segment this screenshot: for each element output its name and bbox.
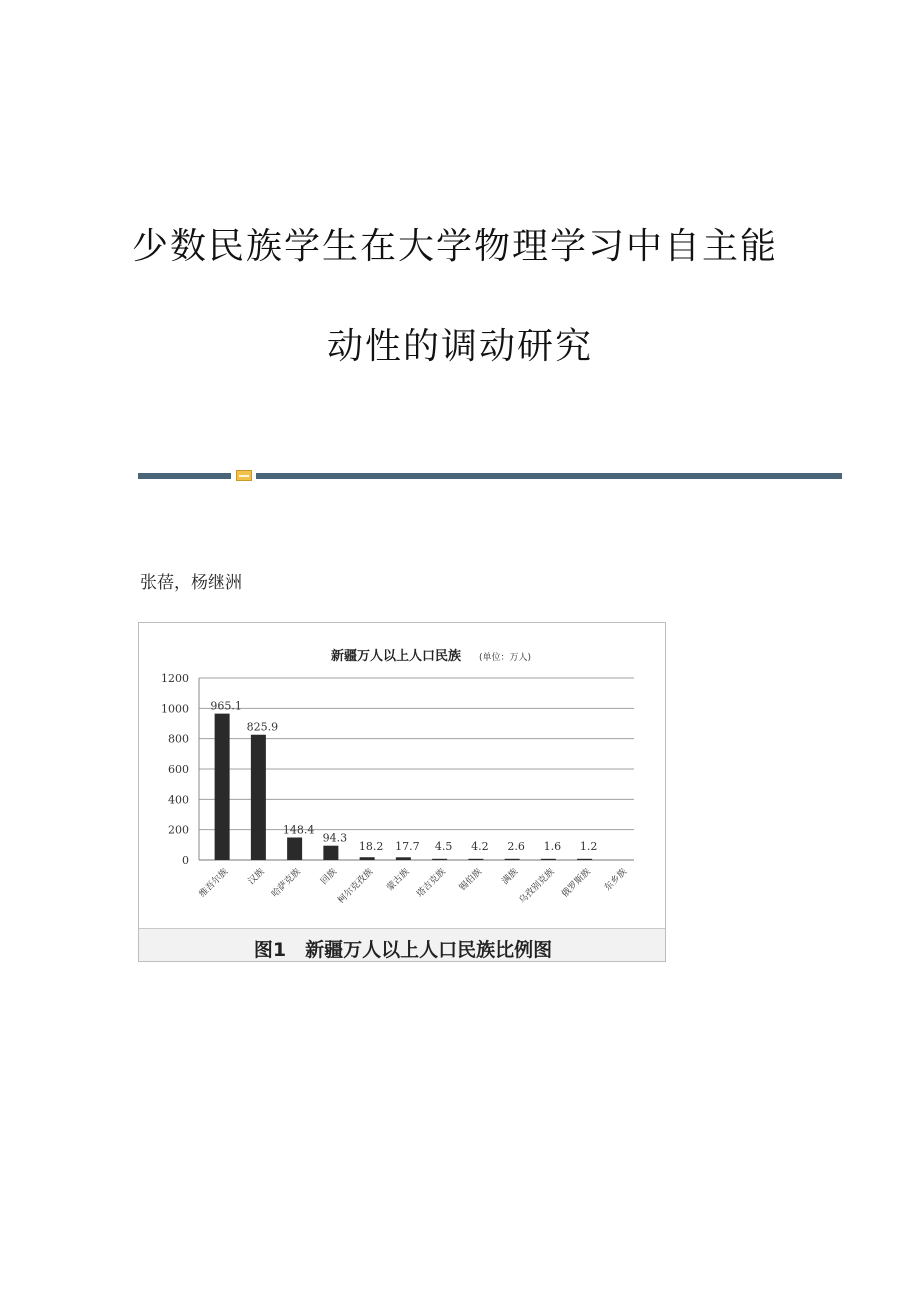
- y-tick-label-600: 600: [168, 763, 189, 776]
- bar-哈萨克族: [287, 837, 302, 860]
- figure-1: [138, 622, 666, 962]
- bar-回族: [323, 846, 338, 860]
- x-tick-label-俄罗斯族: 俄罗斯族: [560, 867, 593, 900]
- x-tick-label-回族: 回族: [319, 867, 339, 887]
- x-tick-label-汉族: 汉族: [246, 867, 267, 887]
- bar-满族: [505, 859, 520, 860]
- bar-柯尔克孜族: [360, 857, 375, 860]
- y-tick-label-1000: 1000: [161, 702, 189, 716]
- y-tick-label-200: 200: [168, 823, 189, 837]
- x-tick-label-乌孜别克族: 乌孜别克族: [517, 867, 557, 906]
- x-tick-label-柯尔克孜族: 柯尔克孜族: [336, 867, 376, 906]
- figure-caption: 图1 新疆万人以上人口民族比例图: [253, 939, 553, 961]
- x-tick-label-哈萨克族: 哈萨克族: [270, 867, 303, 900]
- bar-蒙古族: [396, 857, 411, 860]
- title-divider: [138, 470, 842, 480]
- x-tick-label-蒙古族: 蒙古族: [385, 867, 412, 894]
- bar-塔吉克族: [432, 859, 447, 860]
- author-line: 张蓓，杨继洲: [140, 573, 242, 593]
- data-label-回族: 94.3: [322, 831, 348, 845]
- envelope-icon: [236, 470, 252, 481]
- x-tick-label-塔吉克族: 塔吉克族: [415, 867, 448, 900]
- data-label-汉族: 825.9: [246, 720, 279, 734]
- x-tick-label-满族: 满族: [500, 867, 521, 887]
- y-tick-label-1200: 1200: [161, 672, 189, 685]
- data-label-维吾尔族: 965.1: [210, 699, 242, 713]
- data-label-锡伯族: 4.2: [471, 840, 489, 853]
- bar-乌孜别克族: [541, 859, 556, 860]
- chart-subtitle: (单位：万人): [479, 653, 532, 663]
- figure-caption-bar: [139, 928, 666, 962]
- divider-bar-left: [138, 473, 231, 479]
- data-label-乌孜别克族: 1.6: [543, 840, 562, 853]
- y-tick-label-0: 0: [182, 854, 189, 867]
- bar-俄罗斯族: [577, 859, 592, 860]
- data-label-塔吉克族: 4.5: [434, 840, 453, 853]
- bar-chart: [139, 623, 666, 928]
- data-label-哈萨克族: 148.4: [282, 823, 315, 837]
- data-label-俄罗斯族: 1.2: [579, 840, 598, 853]
- bar-维吾尔族: [215, 714, 230, 860]
- data-label-满族: 2.6: [507, 840, 525, 853]
- y-tick-label-400: 400: [168, 793, 189, 807]
- divider-bar-right: [256, 473, 842, 479]
- bar-锡伯族: [468, 859, 483, 860]
- x-tick-label-锡伯族: 锡伯族: [457, 867, 484, 894]
- x-tick-label-东乡族: 东乡族: [602, 867, 629, 894]
- data-label-蒙古族: 17.7: [395, 840, 420, 853]
- chart-title: 新疆万人以上人口民族: [331, 649, 462, 664]
- bar-汉族: [251, 735, 266, 860]
- data-label-柯尔克孜族: 18.2: [358, 840, 384, 853]
- x-tick-label-维吾尔族: 维吾尔族: [197, 867, 231, 900]
- page-title-line-2: 动性的调动研究: [326, 326, 593, 367]
- page-title-line-1: 少数民族学生在大学物理学习中自主能: [131, 226, 778, 267]
- y-tick-label-800: 800: [168, 732, 189, 746]
